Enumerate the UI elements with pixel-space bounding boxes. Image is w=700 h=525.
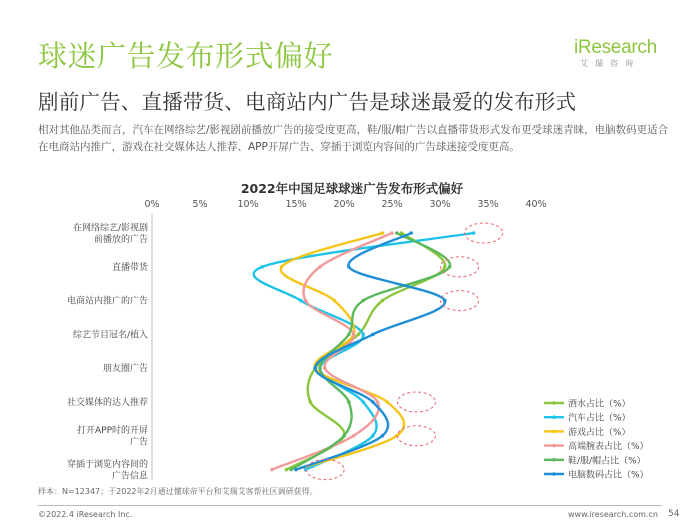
data-point — [409, 231, 413, 235]
data-point — [289, 468, 293, 472]
legend-label: 电脑数码占比（%） — [568, 470, 649, 481]
page-number: 54 — [668, 509, 680, 519]
data-point — [448, 265, 452, 269]
chart-title: 2022年中国足球球迷广告发布形式偏好 — [240, 181, 464, 196]
legend-marker — [552, 415, 556, 419]
x-tick-label: 10% — [237, 199, 259, 210]
x-tick-label: 15% — [285, 199, 307, 210]
category-label: 朋友圈广告 — [102, 364, 148, 375]
highlight-ellipse — [397, 426, 435, 446]
data-point — [323, 366, 327, 370]
x-tick-label: 25% — [381, 199, 403, 210]
sample-note: 样本：N=12347；于2022年2月通过懂球帝平台和艾瑞艾客帮社区调研获得。 — [38, 487, 318, 496]
page-title: 球迷广告发布形式偏好 — [38, 39, 334, 73]
legend-label: 酒水占比（%） — [568, 399, 631, 410]
data-point — [361, 400, 365, 404]
page-subtitle: 剧前广告、直播带货、电商站内广告是球迷最爱的发布形式 — [38, 90, 577, 114]
data-point — [347, 333, 351, 337]
logo-subtitle: 艾瑞咨询 — [580, 59, 640, 68]
category-label: 社交媒体的达人推荐 — [66, 398, 148, 408]
x-tick-label: 20% — [333, 199, 355, 210]
category-label: 直播带货 — [111, 262, 148, 273]
data-point — [443, 299, 447, 303]
data-point — [333, 299, 337, 303]
data-point — [299, 299, 303, 303]
data-point — [472, 231, 476, 235]
category-label: 综艺节目冠名/植入 — [72, 330, 148, 341]
footer-divider — [38, 505, 662, 506]
x-tick-label: 30% — [429, 199, 451, 210]
series-line — [286, 233, 445, 470]
data-point — [376, 400, 380, 404]
legend-marker — [552, 458, 556, 462]
data-point — [395, 231, 399, 235]
data-point — [371, 400, 375, 404]
data-point — [352, 434, 356, 438]
data-point — [318, 265, 322, 269]
legend-label: 游戏占比（%） — [568, 427, 631, 438]
category-label: 在网络综艺/影视剧前播放的广告 — [72, 223, 148, 245]
data-point — [443, 265, 447, 269]
x-tick-label: 35% — [477, 199, 499, 210]
data-point — [361, 299, 365, 303]
data-point — [381, 231, 385, 235]
data-point — [318, 366, 322, 370]
legend-label: 汽车占比（%） — [568, 413, 631, 424]
category-label: 电商站内推广的广告 — [66, 296, 148, 307]
data-point — [294, 468, 298, 472]
data-point — [361, 333, 365, 337]
data-point — [385, 400, 389, 404]
legend-marker — [552, 472, 556, 476]
x-tick-label: 0% — [144, 199, 160, 210]
data-point — [357, 333, 361, 337]
legend-marker — [552, 430, 556, 434]
data-point — [352, 333, 356, 337]
legend-marker — [552, 401, 556, 405]
data-point — [381, 434, 385, 438]
x-tick-label: 5% — [192, 199, 208, 210]
category-label: 打开APP时的开屏广告 — [76, 426, 148, 448]
x-tick-label: 40% — [525, 199, 547, 210]
data-point — [285, 468, 289, 472]
legend-marker — [552, 444, 556, 448]
copyright: ©2022.4 iResearch Inc. — [38, 510, 133, 519]
highlight-ellipse — [397, 392, 435, 412]
logo-wordmark: iResearch — [574, 37, 657, 58]
data-point — [313, 366, 317, 370]
data-point — [304, 299, 308, 303]
legend-label: 高端腕表占比（%） — [568, 442, 649, 453]
highlight-ellipse — [306, 460, 344, 480]
data-point — [381, 299, 385, 303]
data-point — [342, 434, 346, 438]
data-point — [261, 265, 265, 269]
data-point — [390, 231, 394, 235]
data-point — [309, 400, 313, 404]
data-point — [347, 400, 351, 404]
data-point — [280, 265, 284, 269]
series-line — [291, 233, 450, 470]
data-point — [371, 434, 375, 438]
category-label: 穿插于浏览内容间的广告信息 — [66, 459, 148, 482]
data-point — [270, 468, 274, 472]
legend-label: 鞋/服/帽占比（%） — [568, 456, 646, 467]
website-link[interactable]: www.iresearch.com.cn — [568, 510, 658, 519]
page-description: 相对其他品类而言，汽车在网络综艺/影视剧前播放广告的接受度更高，鞋/服/帽广告以直播带货形式发布更受球迷青睐，电脑数码更适合在电商站内推广，游戏在社交媒体达人推荐、APP开屏广告、穿插于浏览内容间的广告球迷接受度更高。 — [38, 124, 669, 153]
data-point — [371, 333, 375, 337]
data-point — [347, 265, 351, 269]
